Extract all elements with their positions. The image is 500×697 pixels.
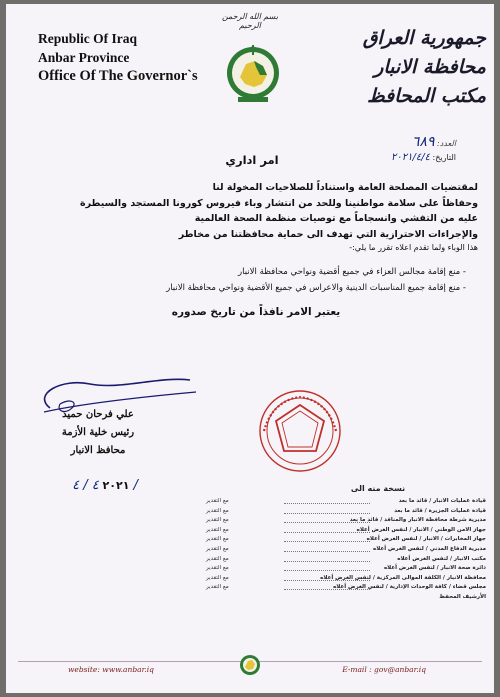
copy-row: جهاز الامن الوطني / الانبار / لنفس الغرض أعلاه مع التقدير — [206, 526, 486, 533]
header-republic-ar: جمهورية العراق — [362, 27, 486, 49]
header-republic: Republic Of Iraq — [38, 31, 138, 46]
decision-item: - منع إقامة مجالس العزاء في جميع أقضية ونواحي محافظة الانبار — [238, 267, 466, 277]
copy-row: محافظة الانبار / الكلفة الموالى المركزية / لنفس الغرض أعلاه مع التقدير — [206, 574, 486, 581]
decision-items — [46, 266, 466, 298]
body-line: لمقتضيات المصلحة العامة واستناداً للصلاحيات المخولة لنا — [212, 182, 478, 193]
body-line: وحفاظاً على سلامة مواطنينا وللحد من انتشار وباء فيروس كورونا المستجد والسيطرة — [79, 197, 478, 209]
copy-row: جهاز المخابرات / الانبار / لنفس الغرض أعلاه مع التقدير — [206, 536, 486, 543]
reference-date — [316, 151, 456, 165]
copy-row: الأرشيف المحفظ — [439, 593, 486, 600]
copy-row: قيادة عمليات الانبار / قائد ما بعد مع التقدير — [206, 498, 486, 504]
footer-website: website: www.anbar.iq — [68, 665, 154, 674]
copy-row: دائرة صحة الانبار / لنفس الغرض أعلاه مع التقدير — [206, 565, 486, 572]
copies-list — [206, 498, 486, 604]
iraq-map-logo-icon — [224, 37, 282, 109]
copy-row: مديرية شرطة محافظة الانبار والمنافذ / قائد ما بعد مع التقدير — [206, 517, 486, 524]
signature-block — [18, 406, 178, 460]
body-line: والإجراءات الاحترازية التي تهدف الى حماية محافظتنا من مخاطر — [178, 228, 478, 240]
signer-name: علي فرحان حميد — [62, 409, 134, 420]
effective-statement: يعتبر الامر نافذاً من تاريخ صدوره — [171, 306, 341, 318]
signature-date — [50, 478, 160, 493]
header-office-ar: مكتب المحافظ — [367, 85, 486, 107]
official-seal-icon — [252, 387, 348, 475]
footer-logo-icon — [238, 650, 262, 680]
document-title: امر اداري — [225, 153, 279, 167]
body-line: عليه من التفشي وانسجاماً مع توصيات منظمة الصحة العالمية — [194, 213, 478, 224]
copy-row: مجلس قضاء / كافة الوحدات الإدارية / لنفس الغرض أعلاه مع التقدير — [206, 584, 486, 591]
header-province-ar: محافظة الانبار — [374, 56, 486, 78]
signer-role: رئيس خلية الأزمة — [61, 427, 135, 438]
english-header — [38, 29, 208, 86]
copy-row: قيادة عمليات الجزيرة / قائد ما بعد مع التقدير — [206, 507, 486, 514]
reference-block — [316, 135, 456, 165]
copies-header: نسخة منه الى — [350, 484, 406, 493]
date-value: ٢٠٢١/٤/٤ — [391, 152, 430, 163]
signature-date-handwritten: ٤ / ٤ / — [72, 478, 138, 493]
body-line: هذا الوباء ولما تقدم اعلاه تقرر ما يلي:- — [349, 243, 478, 252]
decision-item: - منع إقامة جميع المناسبات الدينية والاعراس في جميع الأقضية ونواحي محافظة الانبار — [166, 283, 466, 293]
basmala: بسم الله الرحمن الرحيم — [221, 12, 279, 30]
footer-email: E-mail : gov@anbar.iq — [342, 665, 426, 674]
signature-year: ٢٠٢١ — [102, 479, 130, 492]
document-body — [20, 180, 478, 254]
date-label: التاريخ: — [432, 153, 456, 162]
number-value: ٦٨٩ — [411, 134, 435, 150]
copy-row: مكتب الانبار / لنفس الغرض أعلاه مع التقدير — [206, 555, 486, 562]
header-province: Anbar Province — [38, 50, 130, 65]
signer-office: محافظ الانبار — [70, 445, 126, 456]
number-label: العدد: — [437, 139, 456, 148]
header-office: Office Of The Governor`s — [38, 68, 198, 84]
reference-number — [316, 135, 456, 151]
document-page — [6, 4, 494, 693]
arabic-header — [321, 24, 486, 111]
copy-row: مديرية الدفاع المدني / لنفس الغرض أعلاه مع التقدير — [206, 545, 486, 552]
